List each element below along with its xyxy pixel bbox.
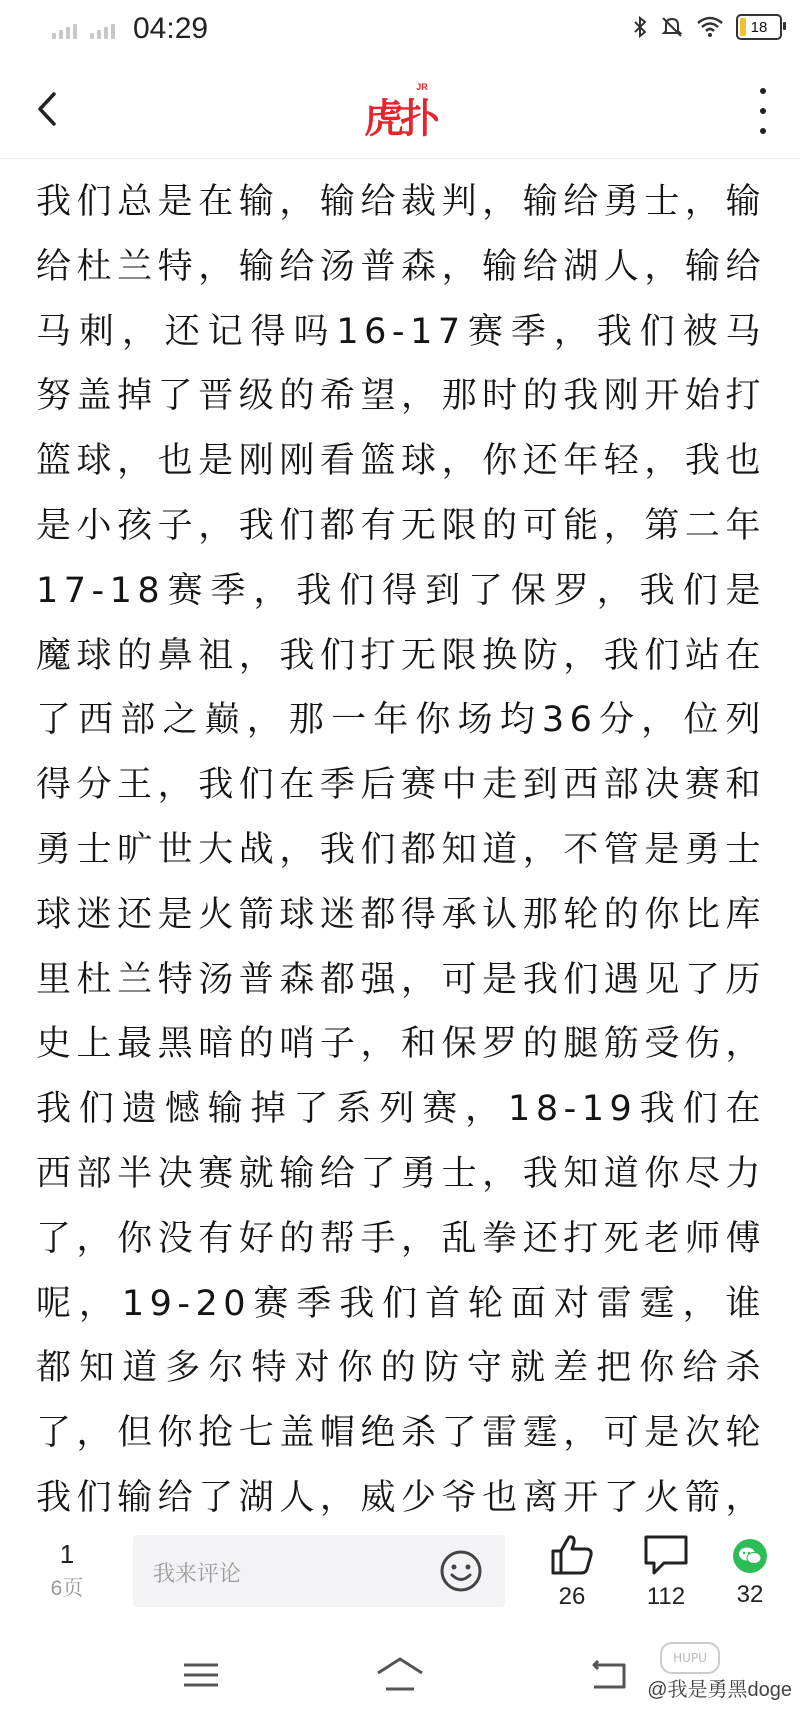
- svg-text:虎扑: 虎扑: [364, 96, 436, 142]
- svg-text:JR: JR: [416, 82, 428, 92]
- like-count: 26: [558, 1583, 586, 1610]
- action-bar: [0, 1533, 800, 1633]
- wechat-share-button[interactable]: [710, 1533, 790, 1609]
- share-count: 32: [736, 1581, 764, 1608]
- page-indicator[interactable]: [42, 1539, 92, 1602]
- thumbs-up-icon: [549, 1533, 595, 1577]
- status-bar: [0, 0, 800, 62]
- hupu-logo: [362, 78, 438, 142]
- status-icons: [632, 14, 782, 40]
- watermark: @我是勇黑doge: [647, 1679, 792, 1701]
- article-text: 我们总是在输，输给裁判，输给勇士，输给杜兰特，输给汤普森，输给湖人，输给马刺，还记得吗16-17赛季，我们被马努盖掉了晋级的希望，那时的我刚开始打篮球，也是刚刚看篮球，你还年轻，我也是小孩子，我们都有无限的可能，第二年17-18赛季，我们得到了保罗，我们是魔球的鼻祖，我们打无限换防，我们站在了西部之巅，那一年你场均36分，位列得分王，我们在季后赛中走到西部决赛和勇士旷世大战，我们都知道，不管是勇士球迷还是火箭球迷都得承认那轮的你比库里杜兰特汤普森都强，可是我们遇见了历史上最黑暗的哨子，和保罗的腿筋受伤，我们遗憾输掉了系列赛，18-19我们在西部半决赛就输给了勇士，我知道你尽力了，你没有好的帮手，乱拳还打死老师傅呢，19-20赛季我们首轮面对雷霆，谁都知道多尔特对你的防守就差把你给杀了，但你抢七盖帽绝杀了雷霆，可是次轮我们输给了湖人，威少爷也离开了火箭，: [36, 182, 766, 1518]
- signal-icon: [52, 24, 77, 39]
- page-current: 1: [59, 1539, 75, 1569]
- battery-level: 18: [750, 18, 768, 36]
- comment-bubble-icon: [642, 1533, 690, 1577]
- comment-button[interactable]: [626, 1533, 706, 1611]
- comment-count: 112: [646, 1583, 686, 1610]
- like-button[interactable]: [532, 1533, 612, 1611]
- dot: [760, 128, 766, 134]
- system-nav-bar: [0, 1633, 800, 1716]
- page-total: 6页: [50, 1577, 84, 1600]
- wechat-icon: [733, 1539, 767, 1573]
- bluetooth-icon: [632, 15, 648, 39]
- home-icon[interactable]: [374, 1655, 426, 1695]
- signal-icon: [90, 24, 115, 39]
- comment-placeholder: 我来评论: [153, 1562, 242, 1587]
- dot: [760, 88, 766, 94]
- article-body: [36, 158, 766, 1533]
- wifi-icon: [696, 16, 724, 38]
- status-time: 04:29: [133, 12, 209, 45]
- dot: [760, 108, 766, 114]
- back-button[interactable]: [26, 84, 76, 134]
- emoji-icon[interactable]: [437, 1547, 485, 1595]
- mute-icon: [660, 15, 684, 39]
- back-nav-icon[interactable]: [586, 1655, 632, 1695]
- comment-input[interactable]: [133, 1535, 505, 1607]
- hupu-badge: HUPU: [660, 1642, 720, 1674]
- menu-icon[interactable]: [178, 1655, 224, 1695]
- battery-icon: [736, 14, 782, 40]
- top-nav: [0, 62, 800, 159]
- more-options-button[interactable]: [748, 84, 778, 138]
